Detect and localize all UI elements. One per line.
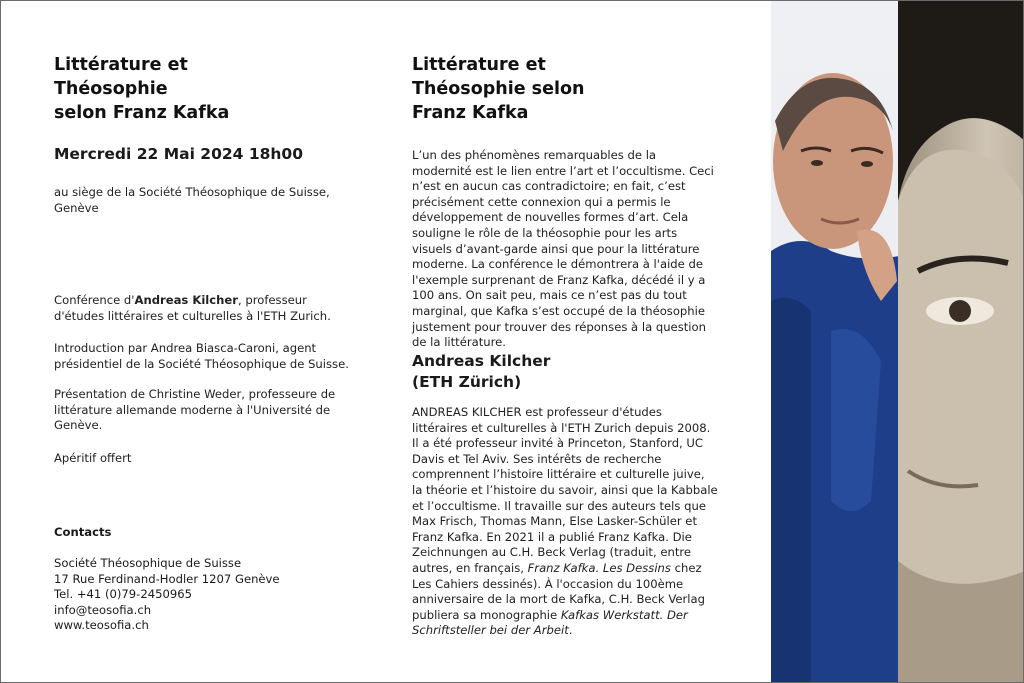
speaker-heading-affiliation: (ETH Zürich) [412,373,522,391]
speaker-portrait-illustration [771,1,899,683]
section-title-line-1: Littérature et [412,55,546,75]
title-line-3: selon Franz Kafka [54,103,230,123]
conference-suffix: , professeur d'études littéraires et culturelles à l'ETH Zurich. [54,293,331,323]
contact-org: Société Théosophique de Suisse [54,556,242,570]
contact-email: info@teosofia.ch [54,602,152,617]
event-title [54,53,354,125]
speaker-heading-name: Andreas Kilcher [412,352,551,370]
left-column [54,53,354,633]
bio-italic-2: Kafkas Werkstatt. Der Schriftsteller bei der Arbeit [412,607,688,638]
aperitif-info: Apéritif offert [54,451,132,465]
speaker-photo [771,1,899,683]
speaker-bio [412,405,718,639]
event-venue: au siège de la Société Théosophique de Suisse, Genève [54,185,330,215]
title-line-2: Théosophie [54,79,168,99]
presentation-info: Présentation de Christine Weder, professeure de littérature allemande moderne à l'Université de Genève. [54,387,336,433]
speaker-heading [412,351,550,393]
kafka-portrait-illustration [898,1,1024,683]
contacts-heading: Contacts [54,525,112,539]
bio-part-1: ANDREAS KILCHER est professeur d'études littéraires et culturelles à l'ETH Zurich depuis 2008. Il a été professeur invité à Princeton, Stanford, UC Davis et Tel Aviv. Ses intérêts de recherche comprennent l’histoire littéraire et culturelle juive, la théorie et l’histoire du savoir, ainsi que la Kabbale et l’occultisme. Il travaille sur des auteurs tels que Max Frisch, Thomas Mann, Else Lasker-Schüler et Franz Kafka. En 2021 il a publié Franz Kafka. Die Zeichnungen au C.H. Beck Verlag (traduit, entre autres, en français, [412,405,718,575]
section-title [412,53,718,125]
contact-address: 17 Rue Ferdinand-Hodler 1207 Genève [54,571,280,586]
event-date: Mercredi 22 Mai 2024 18h00 [54,145,303,163]
contact-phone: Tel. +41 (0)79-2450965 [54,587,192,602]
conference-info [54,293,354,324]
conference-prefix: Conférence d' [54,293,135,307]
bio-italic-1: Franz Kafka. Les Dessins [527,560,671,575]
contact-website: www.teosofia.ch [54,618,149,633]
section-title-line-3: Franz Kafka [412,103,529,123]
contacts-block [54,556,354,634]
kafka-photo [898,1,1024,683]
abstract-text: L’un des phénomènes remarquables de la modernité est le lien entre l’art et l’occultisme. Ceci n’est en aucun cas contradictoire; en fait, c’est précisément cette connexion qui a permis le développement de nouvelles formes d’art. Cela souligne le rôle de la théosophie pour les arts visuels d’avant-garde ainsi que pour la littérature moderne. La conférence le démontrera à l'aide de l'exemple surprenant de Franz Kafka, décédé il y a 100 ans. On sait peu, mais ce n’est pas du tout marginal, que Kafka s’est occupé de la théosophie justement pour trouver des réponses à la question de la littérature. [412,148,714,350]
section-title-line-2: Théosophie selon [412,79,585,99]
introduction-info: Introduction par Andrea Biasca-Caroni, agent présidentiel de la Société Théosophique de Suisse. [54,341,349,371]
title-line-1: Littérature et [54,55,188,75]
bio-part-2: chez Les Cahiers dessinés). À l'occasion du 100ème anniversaire de la mort de Kafka, C.H. Beck Verlag publiera sa monographie [412,560,705,622]
bio-part-3: . [568,623,573,638]
middle-column [412,53,718,638]
speaker-name: Andreas Kilcher [134,293,238,307]
